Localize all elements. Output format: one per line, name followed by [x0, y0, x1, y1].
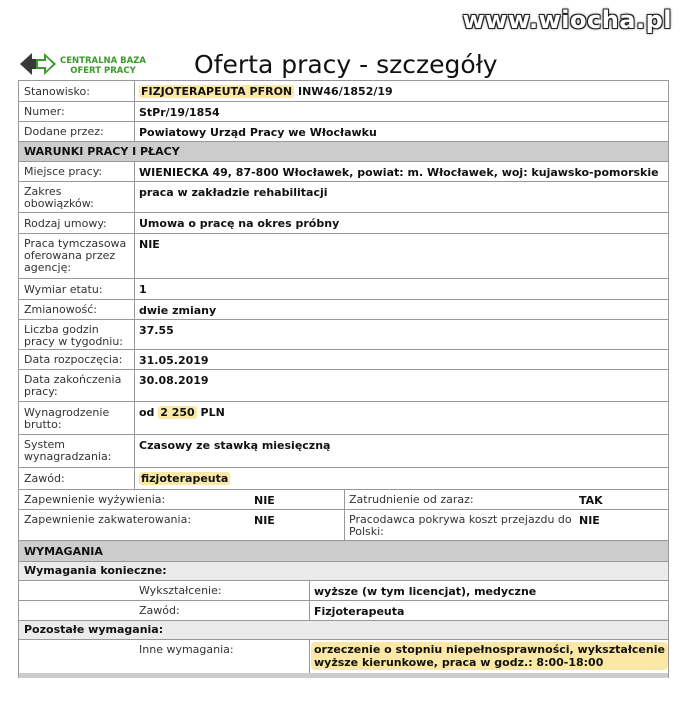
label-pozostale: Pozostałe wymagania:	[24, 623, 164, 636]
label-system-1: System	[24, 438, 66, 451]
value-dodane: Powiatowy Urząd Pracy we Włocławku	[139, 126, 377, 139]
value-rodzaj: Umowa o pracę na okres próbny	[139, 217, 340, 230]
value-inne	[311, 642, 668, 670]
label-numer: Numer:	[24, 105, 65, 118]
row-rozpoczecie	[19, 349, 668, 369]
label-tymczasowa-3: agencję:	[24, 261, 72, 274]
value-zawod	[139, 472, 230, 485]
inne-line2: wyższe kierunkowe, praca w godz.: 8:00-18:00	[314, 656, 604, 669]
bottom-strip	[19, 673, 668, 678]
row-konieczne	[19, 561, 668, 580]
row-zawod	[19, 467, 668, 489]
label-przejazd-2: Polski:	[349, 525, 384, 538]
stanowisko-highlight: FIZJOTERAPEUTA PFRON	[141, 85, 293, 98]
row-zakonczenie	[19, 369, 668, 401]
row-dodane	[19, 121, 668, 141]
label-rodzaj: Rodzaj umowy:	[24, 217, 107, 230]
label-wyksztalcenie: Wykształcenie:	[139, 584, 222, 597]
stanowisko-code: INW46/1852/19	[294, 85, 393, 98]
value-zatrudnienie: TAK	[579, 494, 603, 507]
row-stanowisko	[19, 80, 668, 101]
row-inne	[19, 639, 668, 673]
value-rozpoczecie: 31.05.2019	[139, 354, 209, 367]
value-wyzywienie: NIE	[254, 494, 275, 507]
label-godziny-1: Liczba godzin	[24, 323, 99, 336]
label-tymczasowa-2: oferowana przez	[24, 249, 116, 262]
label-konieczne: Wymagania konieczne:	[24, 564, 167, 577]
row-godziny	[19, 319, 668, 349]
row-zawod-wymagany	[19, 600, 668, 620]
label-zakonczenie-1: Data zakończenia	[24, 373, 122, 386]
value-zakwaterowanie: NIE	[254, 514, 275, 527]
page-header	[18, 46, 668, 82]
value-stanowisko	[139, 85, 393, 98]
label-przejazd-1: Pracodawca pokrywa koszt przejazdu do	[349, 513, 572, 526]
label-zakres-1: Zakres	[24, 185, 62, 198]
label-stanowisko: Stanowisko:	[24, 85, 90, 98]
label-miejsce: Miejsce pracy:	[24, 165, 103, 178]
logo-line1: CENTRALNA BAZA	[60, 56, 146, 66]
label-inne: Inne wymagania:	[139, 643, 234, 656]
offer-table	[18, 80, 669, 678]
label-tymczasowa-1: Praca tymczasowa	[24, 237, 127, 250]
value-miejsce: WIENIECKA 49, 87-800 Włocławek, powiat: m. Włocławek, woj: kujawsko-pomorskie	[139, 166, 659, 179]
inne-line1: orzeczenie o stopniu niepełnosprawności, wykształcenie	[314, 643, 665, 656]
section-wymagania: WYMAGANIA	[19, 540, 668, 561]
page-title: Oferta pracy - szczegóły	[194, 50, 498, 79]
row-tymczasowa	[19, 233, 668, 278]
label-wynagrodzenie-2: brutto:	[24, 418, 62, 431]
row-numer	[19, 101, 668, 121]
label-wyzywienie: Zapewnienie wyżywienia:	[24, 493, 166, 506]
row-wyzywienie	[19, 489, 668, 509]
wynagrodzenie-currency: PLN	[196, 406, 225, 419]
value-numer: StPr/19/1854	[139, 106, 220, 119]
value-godziny: 37.55	[139, 324, 174, 337]
label-system-2: wynagradzania:	[24, 450, 112, 463]
value-wyksztalcenie: wyższe (w tym licencjat), medyczne	[314, 585, 537, 598]
label-zmianowosc: Zmianowość:	[24, 303, 97, 316]
value-wynagrodzenie	[139, 406, 225, 419]
label-wynagrodzenie-1: Wynagrodzenie	[24, 406, 110, 419]
label-zakonczenie-2: pracy:	[24, 385, 58, 398]
label-zakwaterowanie: Zapewnienie zakwaterowania:	[24, 513, 192, 526]
cbop-logo	[18, 50, 148, 82]
label-wymiar: Wymiar etatu:	[24, 283, 103, 296]
row-wynagrodzenie	[19, 401, 668, 434]
value-zakonczenie: 30.08.2019	[139, 374, 209, 387]
value-przejazd: NIE	[579, 514, 600, 527]
value-zawod-wymagany: Fizjoterapeuta	[314, 605, 405, 618]
wynagrodzenie-prefix: od	[139, 406, 159, 419]
row-zmianowosc	[19, 299, 668, 319]
logo-line2: OFERT PRACY	[70, 66, 136, 76]
row-zakres	[19, 181, 668, 212]
label-godziny-2: pracy w tygodniu:	[24, 335, 124, 348]
section-warunki: WARUNKI PRACY I PŁACY	[19, 141, 668, 161]
logo-text	[60, 56, 146, 76]
watermark: www.wiocha.pl	[462, 6, 672, 34]
value-system: Czasowy ze stawką miesięczną	[139, 439, 331, 452]
value-zmianowosc: dwie zmiany	[139, 304, 217, 317]
row-rodzaj	[19, 212, 668, 233]
row-zakwaterowanie	[19, 509, 668, 540]
row-wymiar	[19, 278, 668, 299]
label-zawod: Zawód:	[24, 472, 65, 485]
wynagrodzenie-amount: 2 250	[160, 406, 195, 419]
label-zatrudnienie: Zatrudnienie od zaraz:	[349, 493, 474, 506]
zawod-highlight: fizjoterapeuta	[141, 472, 229, 485]
row-system	[19, 434, 668, 467]
value-zakres: praca w zakładzie rehabilitacji	[139, 186, 328, 199]
arrows-icon	[18, 50, 58, 78]
row-wyksztalcenie	[19, 580, 668, 600]
label-zakres-2: obowiązków:	[24, 197, 94, 210]
row-pozostale	[19, 620, 668, 639]
row-miejsce	[19, 161, 668, 181]
label-zawod-wymagany: Zawód:	[139, 604, 180, 617]
label-rozpoczecie: Data rozpoczęcia:	[24, 353, 123, 366]
value-tymczasowa: NIE	[139, 238, 160, 251]
label-dodane: Dodane przez:	[24, 125, 104, 138]
value-wymiar: 1	[139, 283, 147, 296]
